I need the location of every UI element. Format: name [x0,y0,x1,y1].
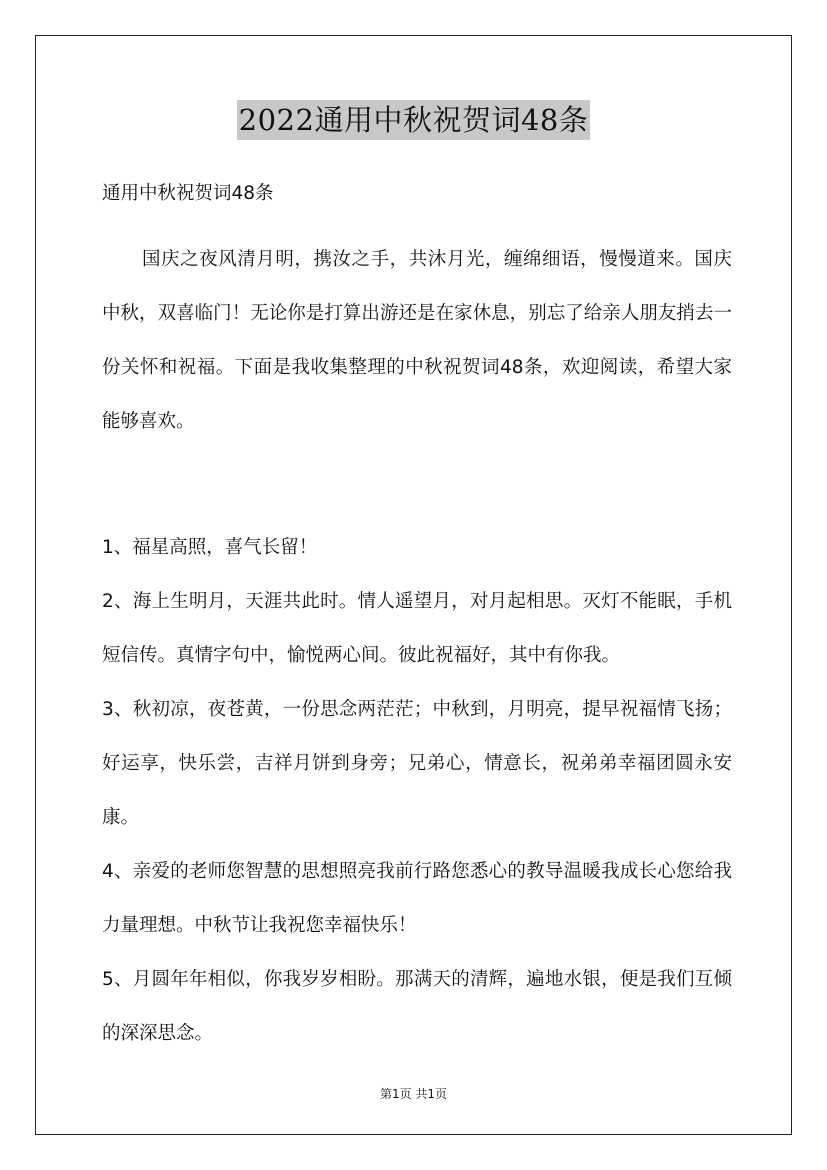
greeting-item-3: 3、秋初凉，夜苍黄，一份思念两茫茫；中秋到，月明亮，提早祝福情飞扬；好运享，快乐尝，吉祥月饼到身旁；兄弟心，情意长，祝弟弟幸福团圆永安康。 [102,699,732,828]
greeting-item-2: 2、海上生明月，天涯共此时。情人遥望月，对月起相思。灭灯不能眠，手机短信传。真情字句中，愉悦两心间。彼此祝福好，其中有你我。 [102,591,732,666]
document-title: 2022通用中秋祝贺词48条 [237,100,591,140]
greeting-item-5: 5、月圆年年相似，你我岁岁相盼。那满天的清辉，遍地水银，便是我们互倾的深深思念。 [102,969,732,1044]
document-subtitle: 通用中秋祝贺词48条 [102,183,274,204]
greeting-item-1: 1、福星高照，喜气长留！ [102,537,318,558]
title-container [0,100,827,140]
paragraph-gap [102,449,732,521]
document-body [102,176,732,1061]
page-footer: 第1页 共1页 [379,1087,448,1101]
intro-paragraph: 国庆之夜风清月明，携汝之手，共沐月光，缠绵细语，慢慢道来。国庆中秋，双喜临门！无论你是打算出游还是在家休息，别忘了给亲人朋友捎去一份关怀和祝福。下面是我收集整理的中秋祝贺词48条，欢迎阅读，希望大家能够喜欢。 [102,249,732,432]
greeting-item-4: 4、亲爱的老师您智慧的思想照亮我前行路您悉心的教导温暖我成长心您给我力量理想。中秋节让我祝您幸福快乐！ [102,861,732,936]
